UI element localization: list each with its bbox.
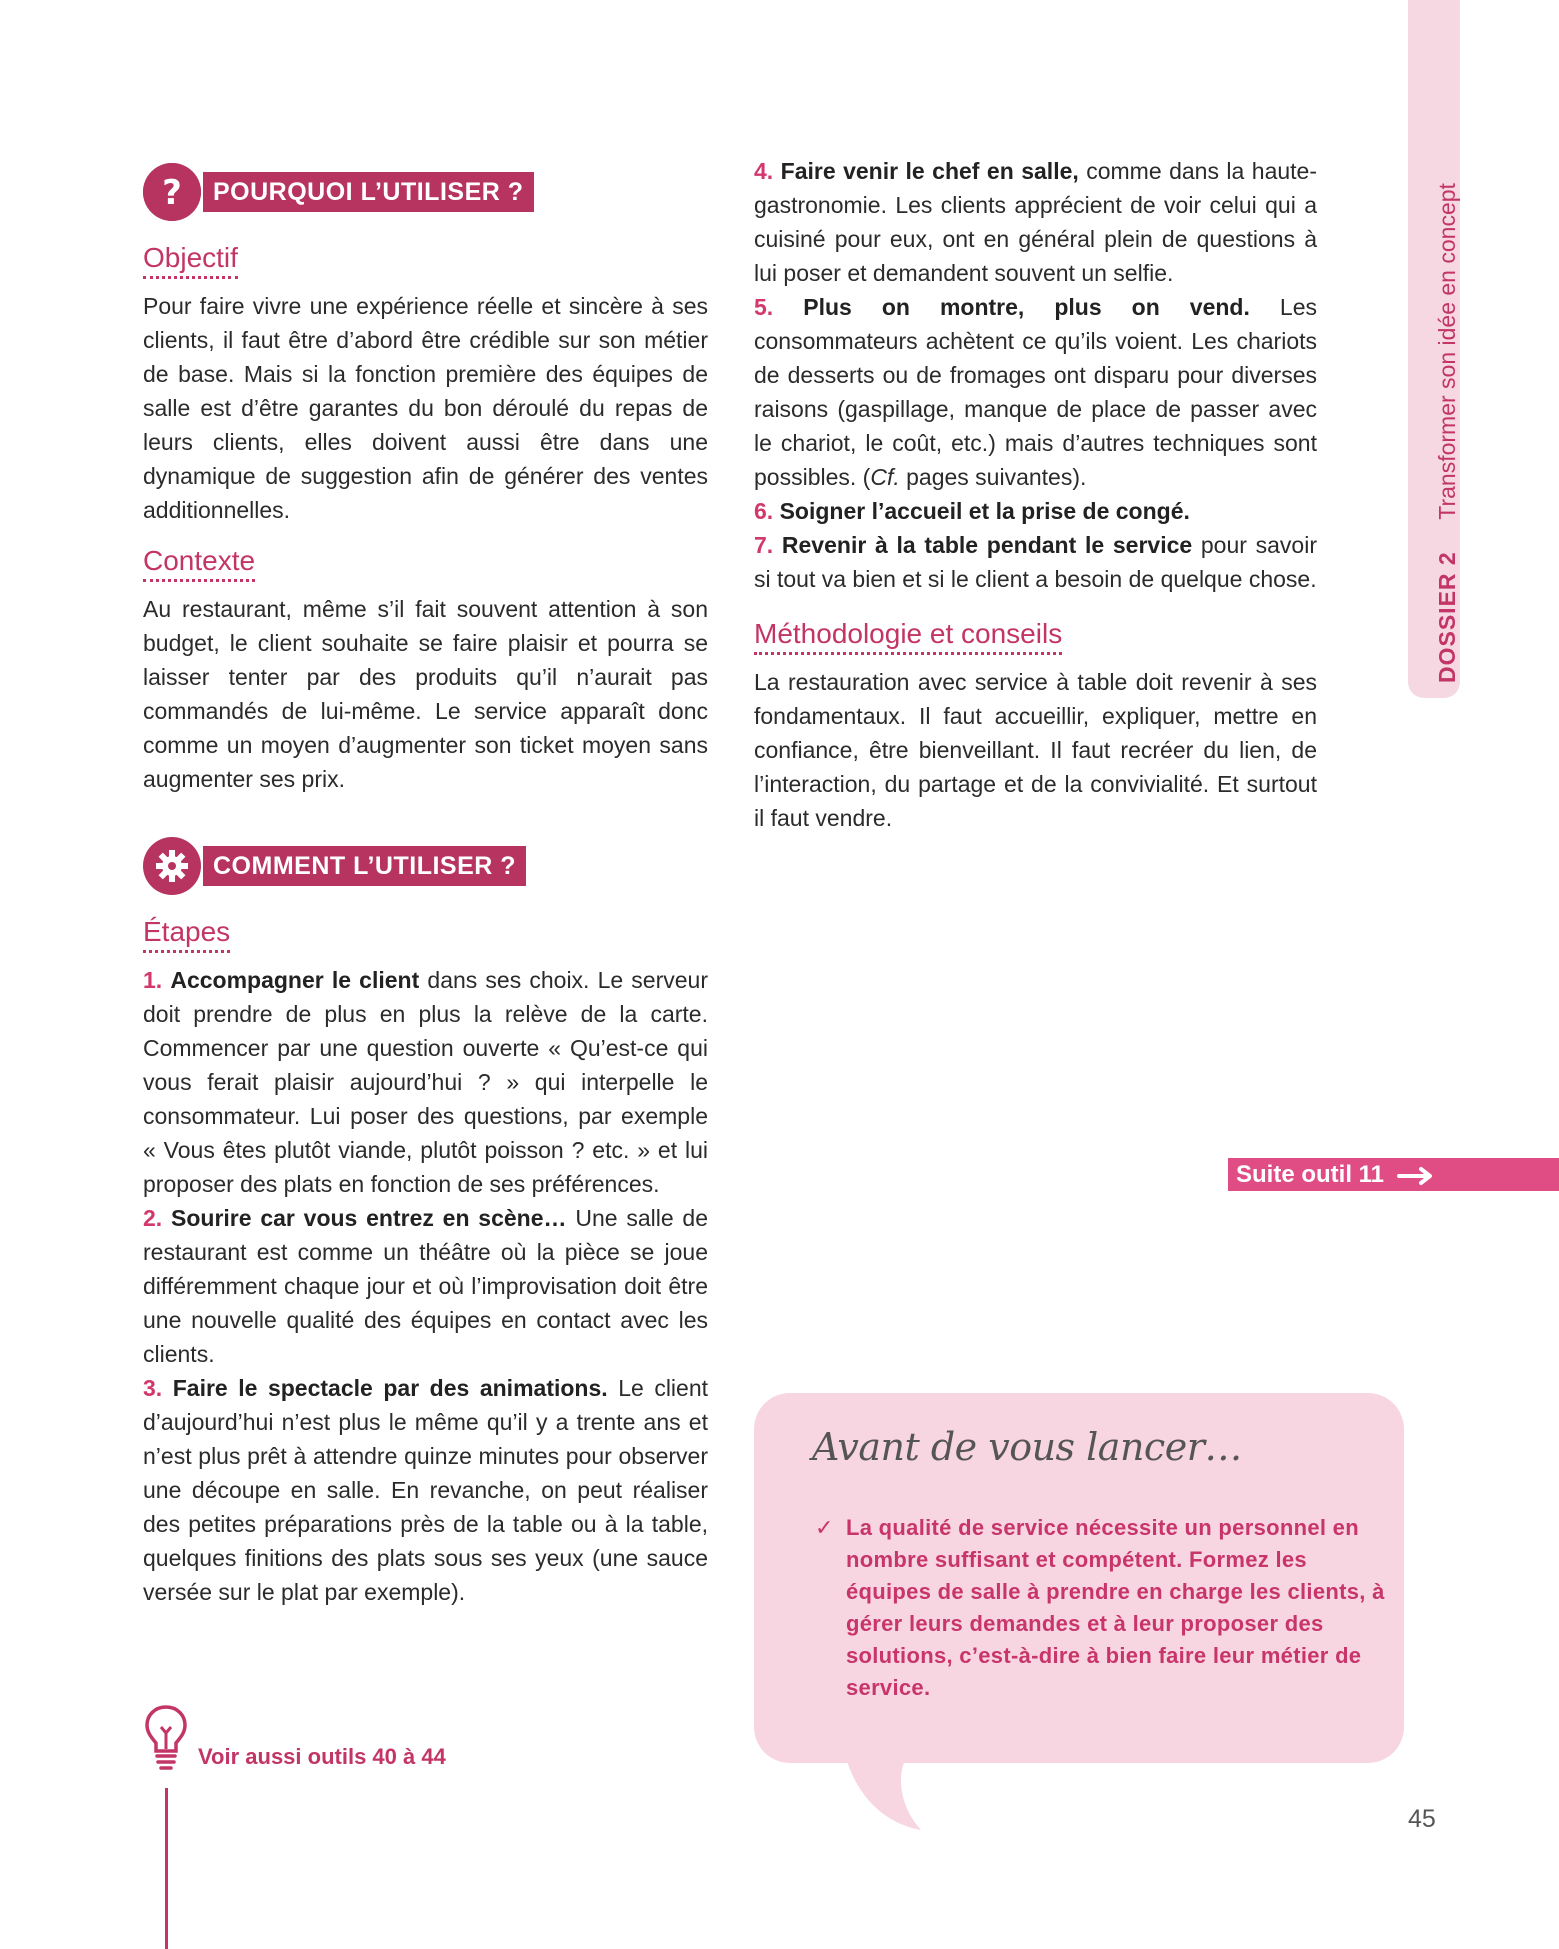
- check-icon: ✓: [815, 1515, 834, 1540]
- objectif-block: [143, 242, 708, 527]
- methodo-block: [754, 618, 1317, 835]
- left-column: [143, 162, 708, 1609]
- voir-aussi-link[interactable]: Voir aussi outils 40 à 44: [198, 1744, 446, 1769]
- etapes-block: [143, 916, 708, 1609]
- sidebar-label: [1434, 183, 1461, 683]
- step-2: 2. Sourire car vous entrez en scène… Une salle de restaurant est comme un théâtre où la pièce se joue différemment chaque jour et où l’improvisation doit être une nouvelle qualité des équipes en contact avec les clients.: [143, 1205, 709, 1367]
- dossier-title: Transformer son idée en concept: [1434, 183, 1460, 520]
- lightbulb-icon: [143, 1703, 189, 1773]
- margin-rule: [165, 1788, 168, 1949]
- contexte-title: Contexte: [143, 545, 255, 582]
- dossier-label: DOSSIER 2: [1434, 551, 1460, 683]
- section-pourquoi-header: [143, 162, 708, 222]
- step-6: 6. Soigner l’accueil et la prise de congé.: [754, 498, 1190, 524]
- etapes-title: Étapes: [143, 916, 230, 953]
- page-number: 45: [1408, 1805, 1436, 1833]
- arrow-right-icon: [1397, 1166, 1435, 1186]
- objectif-title: Objectif: [143, 242, 238, 279]
- avant-text: La qualité de service nécessite un personnel en nombre suffisant et compétent. Formez les équipes de salle à prendre en charge les clients, à gérer leurs demandes et à leur proposer des solutions, c’est-à-dire à bien faire leur métier de service.: [846, 1515, 1385, 1700]
- objectif-text: Pour faire vivre une expérience réelle et sincère à ses clients, il faut être d’abord être crédible sur son métier de base. Mais si la fonction première des équipes de salle est d’être garantes du bon déroulé du repas de leurs clients, elles doivent aussi être dans une dynamique de suggestion afin de générer des ventes additionnelles.: [143, 293, 708, 523]
- step-3: 3. Faire le spectacle par des animations. Le client d’aujourd’hui n’est plus le même qu’il y a trente ans et n’est plus prêt à attendre quinze minutes pour observer une découpe en salle. En revanche, on peut réaliser des petites préparations près de la table ou à la table, quelques finitions des plats sous ses yeux (une sauce versée sur le plat par exemple).: [143, 1375, 709, 1605]
- step-4: 4. Faire venir le chef en salle, comme dans la haute-gastronomie. Les clients apprécient de voir celui qui a cuisiné pour eux, ont en général plein de questions à lui poser et demandent souvent un selfie.: [754, 158, 1317, 286]
- step-7: 7. Revenir à la table pendant le service pour savoir si tout va bien et si le client a besoin de quelque chose.: [754, 532, 1317, 592]
- avant-title: Avant de vous lancer…: [812, 1425, 1242, 1469]
- methodo-title: Méthodologie et conseils: [754, 618, 1062, 655]
- question-icon: [143, 163, 201, 221]
- suite-outil-link[interactable]: [1228, 1158, 1559, 1191]
- svg-text:?: ?: [162, 173, 182, 213]
- step-1: 1. Accompagner le client dans ses choix. Le serveur doit prendre de plus en plus la relève de la carte. Commencer par une question ouverte « Qu’est-ce qui vous ferait plaisir aujourd’hui ? » qui interpelle le consommateur. Lui poser des questions, par exemple « Vous êtes plutôt viande, plutôt poisson ? etc. » et lui proposer des plats en fonction de ses préférences.: [143, 967, 709, 1197]
- contexte-text: Au restaurant, même s’il fait souvent attention à son budget, le client souhaite se faire plaisir et pourra se laisser tenter par des produits qu’il n’aurait pas commandés de lui-même. Le service apparaît donc comme un moyen d’augmenter son ticket moyen sans augmenter ses prix.: [143, 596, 708, 792]
- gear-icon: [143, 837, 201, 895]
- section-comment-header: [143, 836, 708, 896]
- suite-outil-label: Suite outil 11: [1236, 1161, 1385, 1188]
- section-comment-title: COMMENT L’UTILISER ?: [203, 846, 526, 886]
- contexte-block: [143, 545, 708, 796]
- right-column: [754, 154, 1317, 835]
- step-5: 5. Plus on montre, plus on vend. Les consommateurs achètent ce qu’ils voient. Les chariots de desserts ou de fromages ont disparu pour diverses raisons (gaspillage, manque de place de passer avec le chariot, le coût, etc.) mais d’autres techniques sont possibles. (Cf. pages suivantes).: [754, 294, 1317, 490]
- methodo-text: La restauration avec service à table doit revenir à ses fondamentaux. Il faut accueillir, expliquer, mettre en confiance, être bienveillant. Il faut recréer du lien, de l’interaction, du partage et de la convivialité. Et surtout il faut vendre.: [754, 669, 1317, 831]
- bubble-tail: [846, 1758, 926, 1832]
- section-pourquoi-title: POURQUOI L’UTILISER ?: [203, 172, 534, 212]
